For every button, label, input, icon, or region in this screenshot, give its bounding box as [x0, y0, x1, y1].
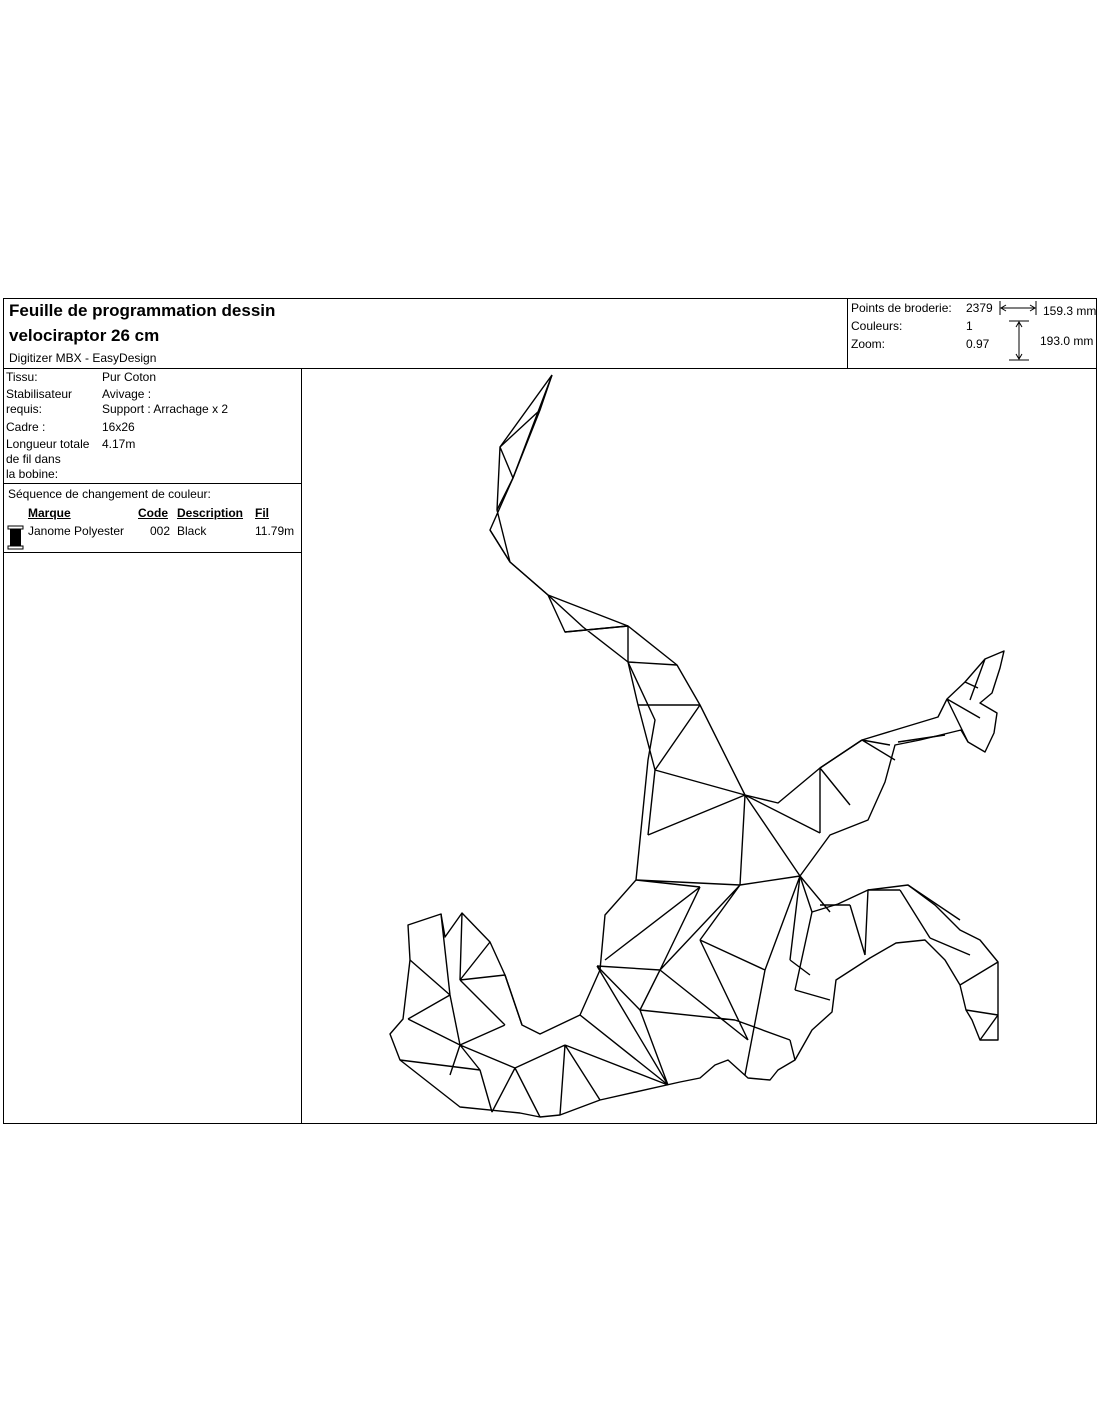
- fabric-value: Pur Coton: [102, 370, 157, 384]
- col-thread-header: Fil: [255, 506, 269, 520]
- length-value: 4.17m: [102, 437, 136, 451]
- length-label-1: Longueur totale: [6, 437, 90, 451]
- col-code-header: Code: [138, 506, 168, 520]
- colors-label: Couleurs:: [851, 319, 903, 333]
- software-label: Digitizer MBX - EasyDesign: [9, 351, 157, 365]
- stitches-label: Points de broderie:: [851, 301, 952, 315]
- sequence-title: Séquence de changement de couleur:: [8, 487, 211, 501]
- row-thread: 11.79m: [255, 524, 295, 538]
- stabilizer-label-2: requis:: [6, 402, 43, 416]
- design-outline: [390, 375, 1004, 1117]
- stabilizer-value-2: Support : Arrachage x 2: [102, 402, 229, 416]
- row-description: Black: [177, 524, 207, 538]
- col-brand-header: Marque: [28, 506, 71, 520]
- stitches-value: 2379: [966, 301, 993, 315]
- height-value: 193.0 mm: [1040, 334, 1094, 348]
- design-name: velociraptor 26 cm: [9, 326, 160, 345]
- row-brand: Janome Polyester: [28, 524, 125, 538]
- frame-value: 16x26: [102, 420, 135, 434]
- design-facets: [400, 375, 998, 1117]
- row-code: 002: [150, 524, 171, 538]
- zoom-label: Zoom:: [851, 337, 886, 351]
- length-label-3: la bobine:: [6, 467, 59, 481]
- sheet-title: Feuille de programmation dessin: [9, 301, 276, 320]
- fabric-label: Tissu:: [6, 370, 38, 384]
- stabilizer-label-1: Stabilisateur: [6, 387, 73, 401]
- width-value: 159.3 mm: [1043, 304, 1097, 318]
- colors-value: 1: [966, 319, 973, 333]
- zoom-value: 0.97: [966, 337, 990, 351]
- length-label-2: de fil dans: [6, 452, 61, 466]
- frame-label: Cadre :: [6, 420, 46, 434]
- stabilizer-value-1: Avivage :: [102, 387, 152, 401]
- col-description-header: Description: [177, 506, 244, 520]
